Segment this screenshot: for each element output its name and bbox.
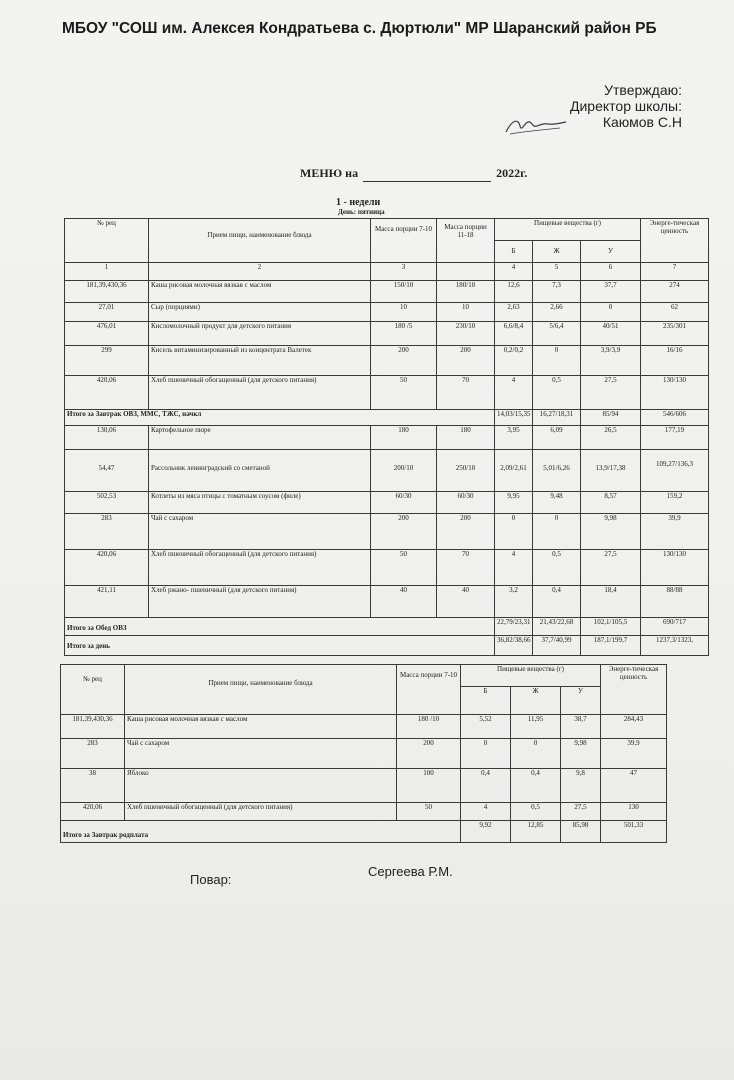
carbs: 27,5: [561, 803, 601, 821]
protein: 6,6/8,4: [495, 322, 533, 346]
energy: 284,43: [601, 715, 667, 739]
mass-7-10: 180: [371, 426, 437, 450]
carbs: 37,7: [581, 281, 641, 303]
dish-name: Хлеб пшеничный обогащенный (для детского питания): [149, 376, 371, 410]
carbs: 85,98: [561, 821, 601, 843]
energy: 130/130: [641, 550, 709, 586]
energy: 177,19: [641, 426, 709, 450]
rec-number: 54,47: [65, 450, 149, 492]
col-num: 7: [641, 263, 709, 281]
dish-name: Каша рисовая молочная вязкая с маслом: [149, 281, 371, 303]
protein: 9,95: [495, 492, 533, 514]
dish-name: Кисель витаминизированный из концентрата Валетек: [149, 346, 371, 376]
protein: 0: [461, 739, 511, 769]
mass-11-18: 230/10: [437, 322, 495, 346]
col-num: 5: [533, 263, 581, 281]
header-zh: Ж: [511, 687, 561, 715]
energy: 62: [641, 303, 709, 322]
carbs: 27,5: [581, 550, 641, 586]
header-rec: № рец: [61, 665, 125, 715]
menu-title-prefix: МЕНЮ на: [300, 166, 359, 180]
dish-name: Хлеб пшеничный обогащенный (для детского питания): [149, 550, 371, 586]
protein: 0,4: [461, 769, 511, 803]
carbs: 85/94: [581, 410, 641, 426]
header-rec: № рец: [65, 219, 149, 263]
menu-title: [300, 166, 527, 182]
dish-name: Яблоко: [125, 769, 397, 803]
total-label: Итого за Завтрак родплата: [61, 821, 461, 843]
carbs: 8,57: [581, 492, 641, 514]
fat: 11,95: [511, 715, 561, 739]
rec-number: 420,06: [65, 376, 149, 410]
dish-name: Каша рисовая молочная вязкая с маслом: [125, 715, 397, 739]
rec-number: 502,53: [65, 492, 149, 514]
table-row: [65, 550, 709, 586]
carbs: 3,9/3,9: [581, 346, 641, 376]
col-num: [437, 263, 495, 281]
mass-7-10: 200: [371, 346, 437, 376]
rec-number: 283: [61, 739, 125, 769]
carbs: 187,1/199,7: [581, 636, 641, 656]
protein: 14,03/15,35: [495, 410, 533, 426]
dish-name: Котлеты из мяса птицы с томатным соусом (филе): [149, 492, 371, 514]
protein: 22,79/23,31: [495, 618, 533, 636]
col-num: 4: [495, 263, 533, 281]
header-nutrients: Пищевые вещества (г): [495, 219, 641, 241]
energy: 1237,3/1323,: [641, 636, 709, 656]
mass-7-10: 200: [371, 514, 437, 550]
header-mass-7-10: Масса порции 7-10: [371, 219, 437, 263]
protein: 4: [461, 803, 511, 821]
day-label: День: пятница: [338, 208, 385, 216]
header-mass-7-10: Масса порции 7-10: [397, 665, 461, 715]
mass-11-18: 60/30: [437, 492, 495, 514]
carbs: 9,8: [561, 769, 601, 803]
header-nutrients: Пищевые вещества (г): [461, 665, 601, 687]
energy: 16/16: [641, 346, 709, 376]
carbs: 102,1/105,5: [581, 618, 641, 636]
carbs: 26,5: [581, 426, 641, 450]
carbs: 13,9/17,38: [581, 450, 641, 492]
carbs: 0: [581, 303, 641, 322]
rec-number: 420,06: [61, 803, 125, 821]
energy: 274: [641, 281, 709, 303]
mass-7-10: 180 /5: [371, 322, 437, 346]
mass-11-18: 250/10: [437, 450, 495, 492]
mass-11-18: 180/10: [437, 281, 495, 303]
dish-name: Хлеб пшеничный обогащенный (для детского питания): [125, 803, 397, 821]
dish-name: Чай с сахаром: [125, 739, 397, 769]
carbs: 9,98: [561, 739, 601, 769]
approval-block: [570, 82, 682, 130]
total-label: Итого за Завтрак ОВЗ, ММС, ТЖС, начкл: [65, 410, 495, 426]
menu-table-paid-breakfast: [60, 664, 667, 843]
fat: 0: [511, 739, 561, 769]
day-total-row: [65, 636, 709, 656]
table-row: [65, 322, 709, 346]
rec-number: 476,01: [65, 322, 149, 346]
mass-11-18: 200: [437, 514, 495, 550]
mass-7-10: 150/10: [371, 281, 437, 303]
energy: 39,9: [641, 514, 709, 550]
carbs: 27,5: [581, 376, 641, 410]
protein: 12,6: [495, 281, 533, 303]
fat: 0,5: [533, 376, 581, 410]
dish-name: Чай с сахаром: [149, 514, 371, 550]
rec-number: 38: [61, 769, 125, 803]
paid-breakfast-total-row: [61, 821, 667, 843]
column-numbers-row: [65, 263, 709, 281]
cook-label: Повар:: [190, 872, 232, 887]
energy: 501,33: [601, 821, 667, 843]
fat: 5/6,4: [533, 322, 581, 346]
header-dish: Прием пищи, наименование блюда: [149, 219, 371, 263]
fat: 6,09: [533, 426, 581, 450]
energy: 159,2: [641, 492, 709, 514]
protein: 36,82/38,66: [495, 636, 533, 656]
protein: 4: [495, 376, 533, 410]
energy: 546/606: [641, 410, 709, 426]
fat: 0: [533, 514, 581, 550]
protein: 0: [495, 514, 533, 550]
energy: 690/717: [641, 618, 709, 636]
table-row: [65, 514, 709, 550]
rec-number: 130,06: [65, 426, 149, 450]
fat: 2,66: [533, 303, 581, 322]
header-u: У: [581, 241, 641, 263]
mass-11-18: 10: [437, 303, 495, 322]
protein: 5,52: [461, 715, 511, 739]
mass-7-10: 200/10: [371, 450, 437, 492]
header-u: У: [561, 687, 601, 715]
mass-11-18: 200: [437, 346, 495, 376]
table-row: [65, 303, 709, 322]
protein: 4: [495, 550, 533, 586]
fat: 7,3: [533, 281, 581, 303]
mass-7-10: 10: [371, 303, 437, 322]
rec-number: 283: [65, 514, 149, 550]
energy: 109,27/136,3: [641, 450, 709, 492]
fat: 0: [533, 346, 581, 376]
table-row: [65, 450, 709, 492]
date-blank: [363, 166, 491, 182]
fat: 5,01/6,26: [533, 450, 581, 492]
rec-number: 299: [65, 346, 149, 376]
rec-number: 421,11: [65, 586, 149, 618]
week-label: 1 - недели: [336, 197, 381, 208]
header-energy: Энерге-тическая ценность: [641, 219, 709, 263]
dish-name: Картофельное пюре: [149, 426, 371, 450]
mass-7-10: 50: [371, 376, 437, 410]
menu-title-year: 2022г.: [496, 166, 528, 180]
col-num: 2: [149, 263, 371, 281]
mass-11-18: 40: [437, 586, 495, 618]
fat: 0,4: [511, 769, 561, 803]
fat: 37,7/40,99: [533, 636, 581, 656]
dish-name: Хлеб ржано- пшеничный (для детского питания): [149, 586, 371, 618]
fat: 12,85: [511, 821, 561, 843]
dish-name: Рассольник ленинградский со сметаной: [149, 450, 371, 492]
energy: 88/88: [641, 586, 709, 618]
breakfast-total-row: [65, 410, 709, 426]
mass-7-10: 40: [371, 586, 437, 618]
director-name: Каюмов С.Н: [602, 114, 682, 130]
col-num: 6: [581, 263, 641, 281]
mass-7-10: 60/30: [371, 492, 437, 514]
mass-7-10: 50: [371, 550, 437, 586]
header-dish: Прием пищи, наименование блюда: [125, 665, 397, 715]
table-row: [65, 586, 709, 618]
dish-name: Кисломолочный продукт для детского питания: [149, 322, 371, 346]
protein: 9,92: [461, 821, 511, 843]
rec-number: 27,01: [65, 303, 149, 322]
energy: 39,9: [601, 739, 667, 769]
menu-table-main: [64, 218, 709, 656]
header-b: Б: [461, 687, 511, 715]
table-row: [65, 492, 709, 514]
total-label: Итого за день: [65, 636, 495, 656]
director-line: Директор школы:: [570, 98, 682, 114]
mass-7-10: 180 /10: [397, 715, 461, 739]
school-name: МБОУ "СОШ им. Алексея Кондратьева с. Дюртюли" МР Шаранский район РБ: [62, 20, 657, 37]
carbs: 40/51: [581, 322, 641, 346]
fat: 9,48: [533, 492, 581, 514]
table-row: [61, 769, 667, 803]
mass-7-10: 100: [397, 769, 461, 803]
energy: 47: [601, 769, 667, 803]
dish-name: Сыр (порциями): [149, 303, 371, 322]
protein: 3,2: [495, 586, 533, 618]
table-row: [65, 376, 709, 410]
rec-number: 420,06: [65, 550, 149, 586]
energy: 235/301: [641, 322, 709, 346]
energy: 130: [601, 803, 667, 821]
table-row: [61, 715, 667, 739]
total-label: Итого за Обед ОВЗ: [65, 618, 495, 636]
header-zh: Ж: [533, 241, 581, 263]
protein: 0,2/0,2: [495, 346, 533, 376]
col-num: 3: [371, 263, 437, 281]
carbs: 18,4: [581, 586, 641, 618]
table-row: [65, 281, 709, 303]
carbs: 38,7: [561, 715, 601, 739]
cook-name: Сергеева Р.М.: [368, 864, 453, 879]
rec-number: 181,39,430,36: [61, 715, 125, 739]
fat: 16,27/18,31: [533, 410, 581, 426]
fat: 21,43/22,68: [533, 618, 581, 636]
rec-number: 181,39,430,36: [65, 281, 149, 303]
director-signature: [500, 110, 570, 140]
carbs: 9,98: [581, 514, 641, 550]
protein: 3,95: [495, 426, 533, 450]
table-row: [65, 426, 709, 450]
mass-11-18: 70: [437, 376, 495, 410]
fat: 0,5: [533, 550, 581, 586]
protein: 2,63: [495, 303, 533, 322]
mass-11-18: 70: [437, 550, 495, 586]
table-row: [65, 346, 709, 376]
protein: 2,09/2,61: [495, 450, 533, 492]
header-mass-11-18: Масса порции 11-18: [437, 219, 495, 263]
fat: 0,4: [533, 586, 581, 618]
table-row: [61, 739, 667, 769]
fat: 0,5: [511, 803, 561, 821]
col-num: 1: [65, 263, 149, 281]
header-energy: Энерге-тическая ценность: [601, 665, 667, 715]
mass-7-10: 50: [397, 803, 461, 821]
energy: 130/130: [641, 376, 709, 410]
mass-11-18: 180: [437, 426, 495, 450]
table-row: [61, 803, 667, 821]
lunch-total-row: [65, 618, 709, 636]
mass-7-10: 200: [397, 739, 461, 769]
approve-line: Утверждаю:: [604, 82, 682, 98]
header-b: Б: [495, 241, 533, 263]
